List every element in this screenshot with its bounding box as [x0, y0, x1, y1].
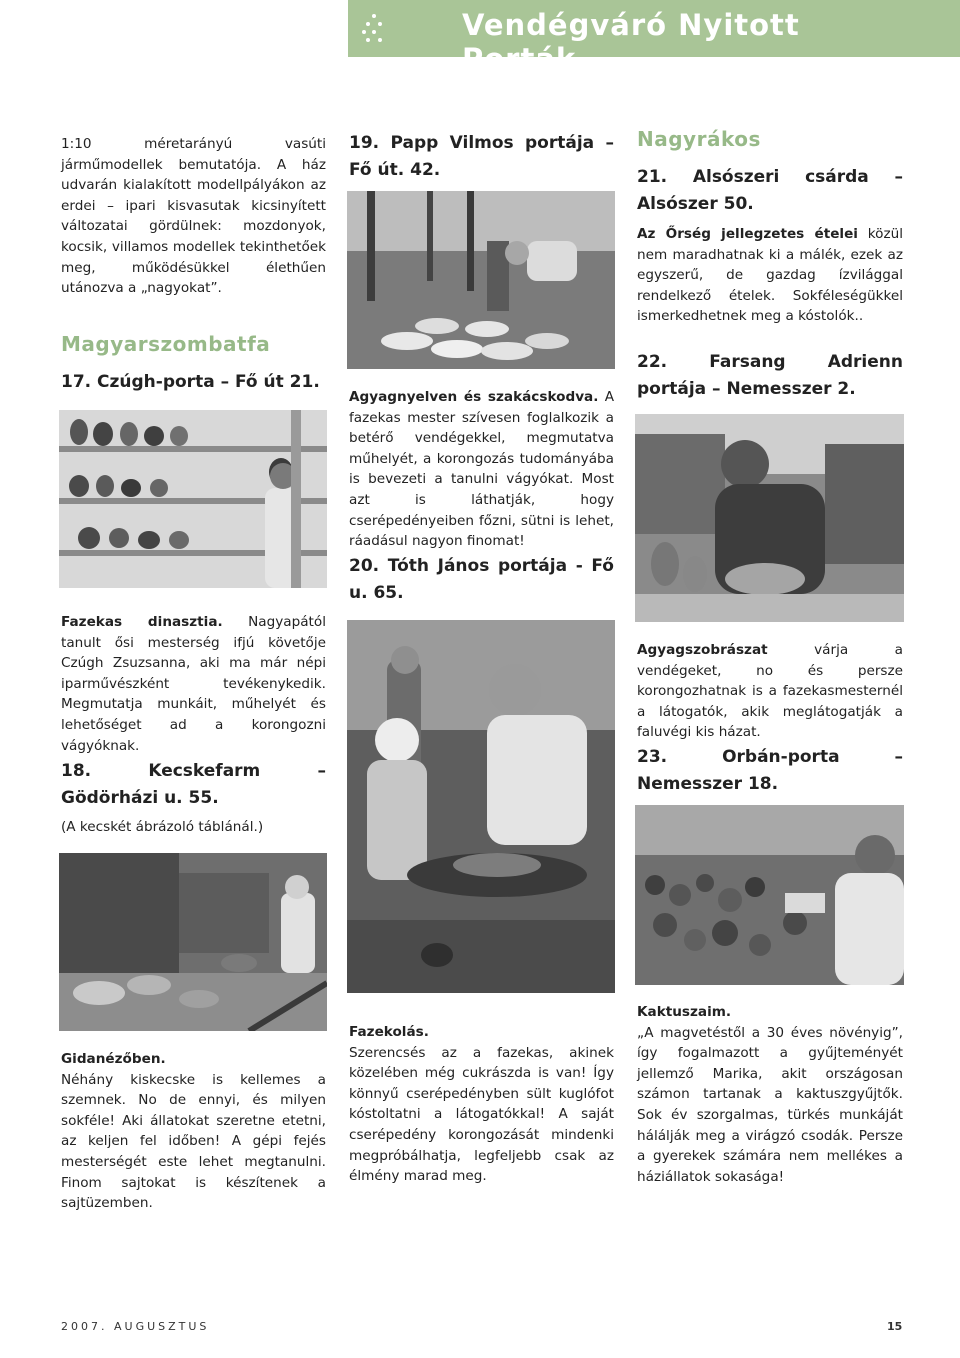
caption-22-text: várja a vendégeket, no és persze korongozhatnak is a fazekasmesternél a látogatók, akik meglátogatják a faluvégi kis házat.: [637, 642, 903, 741]
photo-pottery-shelves: [59, 410, 327, 588]
caption-22-title: Agyagszobrászat: [637, 642, 768, 658]
caption-20: [349, 1022, 614, 1187]
decorative-dots-icon: [362, 14, 386, 44]
photo-cactus-collection: [635, 805, 904, 985]
caption-23-title: Kaktuszaim.: [637, 1004, 732, 1020]
entry-heading-22: 22. Farsang Adrienn portája – Nemesszer 2.: [637, 352, 903, 399]
caption-23: [637, 1002, 903, 1187]
entry-heading-19: 19. Papp Vilmos portája – Fő út. 42.: [349, 133, 614, 180]
caption-18-title: Gidanézőben.: [61, 1051, 166, 1067]
entry-18-note: (A kecskét ábrázoló táblánál.): [61, 819, 264, 835]
caption-17-text: Nagyapától tanult ősi mesterség ifjú követője Czúgh Zsuzsanna, aki ma már népi iparművészként tevékenykedik. Megmutatja munkáit, műhelyét és lehetőséget ad a korongozni vágyóknak.: [61, 614, 326, 754]
caption-19: [349, 387, 614, 552]
footer-date: 2007. AUGUSZTUS: [61, 1320, 210, 1333]
caption-20-text: Szerencsés az a fazekas, akinek közelében még cukrászda is van! Így könnyű cserépedényben sült kuglófot kóstoltatni a látogatókkal! A saját cserépedény korongozását mindenki megpróbálhatja, legfeljebb csak az élmény marad meg.: [349, 1044, 614, 1185]
caption-23-text: „A magvetéstől a 30 éves növényig”, így fogalmazott a gyűjteményét jellemző Marika, akit országosan számon tartanak a kaktuszgyűjtők. Sok év szorgalmas, türkés munkáját hálálják meg a virágzó csodák. Persze a gyerekek számára nem mellékes a háziállatok sokasága!: [637, 1024, 903, 1185]
photo-pottery-wheel-child: [347, 620, 615, 993]
caption-22: [637, 640, 903, 743]
paragraph-21-bold: Az Őrség jellegzetes ételei: [637, 226, 858, 242]
intro-paragraph: [61, 134, 326, 299]
caption-18: [61, 1049, 326, 1214]
photo-potter-bowls: [347, 191, 615, 369]
caption-20-title: Fazekolás.: [349, 1024, 429, 1040]
entry-heading-23: 23. Orbán-porta – Nemesszer 18.: [637, 747, 903, 794]
entry-heading-21: 21. Alsószeri csárda – Alsószer 50.: [637, 167, 903, 214]
entry-heading-17: 17. Czúgh-porta – Fő út 21.: [61, 372, 320, 392]
caption-17-title: Fazekas dinasztia.: [61, 614, 223, 630]
caption-17: [61, 612, 326, 756]
intro-text: 1:10 méretarányú vasúti járműmodellek bemutatója. A ház udvarán kialakított modellpályákon az erdei – ipari kisvasutak kicsinyített változatai gördülnek: mozdonyok, kocsik, villamos modellek tekinthetőek meg, működésükkel élethűen utánozva a „nagyokat”.: [61, 136, 326, 297]
paragraph-21: [637, 224, 903, 327]
caption-18-text: Néhány kiskecske is kellemes a szemnek. No de ennyi, és milyen sokféle! Aki állatokat szeretne etetni, az keljen fel időben! A gépi fejés mesterségét este lehet megtanulni. Finom sajtokat is készítenek a sajtüzemben.: [61, 1071, 326, 1212]
paragraph-21-text: közül nem maradhatnak ki a málék, ezek az egyszerű, de gazdag ízvilággal rendelkező ételek. Sokféleségükkel ismerkedhetnek meg a kóstolók..: [637, 226, 903, 325]
entry-heading-18: 18. Kecskefarm – Gödörházi u. 55.: [61, 761, 326, 808]
entry-heading-20: 20. Tóth János portája - Fő u. 65.: [349, 556, 614, 603]
photo-clay-sculpting: [635, 414, 904, 622]
caption-19-title: Agyagnyelven és szakácskodva.: [349, 389, 599, 405]
page-number: 15: [887, 1320, 903, 1333]
village-heading-nagyrakos: Nagyrákos: [637, 127, 761, 151]
village-heading-magyarszombatfa: Magyarszombatfa: [61, 332, 271, 356]
photo-goat-farm: [59, 853, 327, 1031]
caption-19-text: A fazekas mester szívesen foglalkozik a betérő vendégekkel, megmutatva műhelyét, a korongozás tudományába is bevezeti a tanulni vágyókat. Most azt is láthatják, hogy cserépedényeiben főzni, sütni is lehet, ráadásul nagyon finomat!: [349, 389, 615, 550]
page-title: Vendégváró Nyitott Porták: [462, 8, 800, 76]
